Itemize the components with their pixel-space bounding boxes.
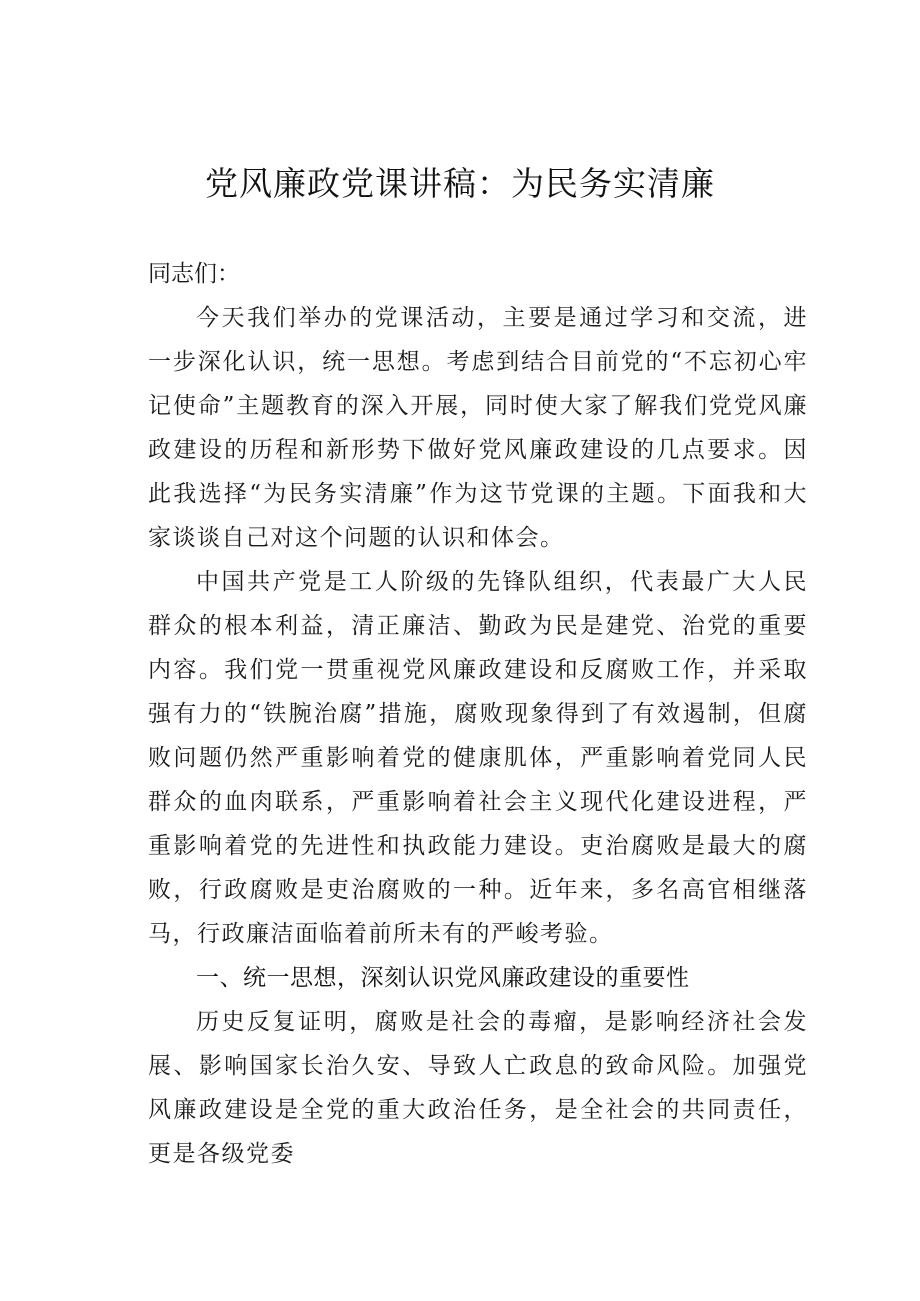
paragraph-section-1: 历史反复证明，腐败是社会的毒瘤，是影响经济社会发展、影响国家长治久安、导致人亡政息的致命风险。加强党风廉政建设是全党的重大政治任务，是全社会的共同责任，更是各级党委	[148, 1009, 808, 1167]
paragraph-intro: 今天我们举办的党课活动，主要是通过学习和交流，进一步深化认识，统一思想。考虑到结合目前党的“不忘初心牢记使命”主题教育的深入开展，同时使大家了解我们党党风廉政建设的历程和新形势下做好党风廉政建设的几点要求。因此我选择“为民务实清廉”作为这节党课的主题。下面我和大家谈谈自己对这个问题的认识和体会。	[148, 305, 808, 551]
document-title: 党风廉政党课讲稿：为民务实清廉	[205, 164, 715, 203]
section-heading-1: 一、统一思想，深刻认识党风廉政建设的重要性	[196, 965, 690, 991]
salutation: 同志们：	[148, 261, 240, 287]
document-body	[148, 252, 808, 1176]
paragraph-background: 中国共产党是工人阶级的先锋队组织，代表最广大人民群众的根本利益，清正廉洁、勤政为民是建党、治党的重要内容。我们党一贯重视党风廉政建设和反腐败工作，并采取强有力的“铁腕治腐”措施，腐败现象得到了有效遏制，但腐败问题仍然严重影响着党的健康肌体，严重影响着党同人民群众的血肉联系，严重影响着社会主义现代化建设进程，严重影响着党的先进性和执政能力建设。吏治腐败是最大的腐败，行政腐败是吏治腐败的一种。近年来，多名高官相继落马，行政廉洁面临着前所未有的严峻考验。	[148, 569, 808, 947]
